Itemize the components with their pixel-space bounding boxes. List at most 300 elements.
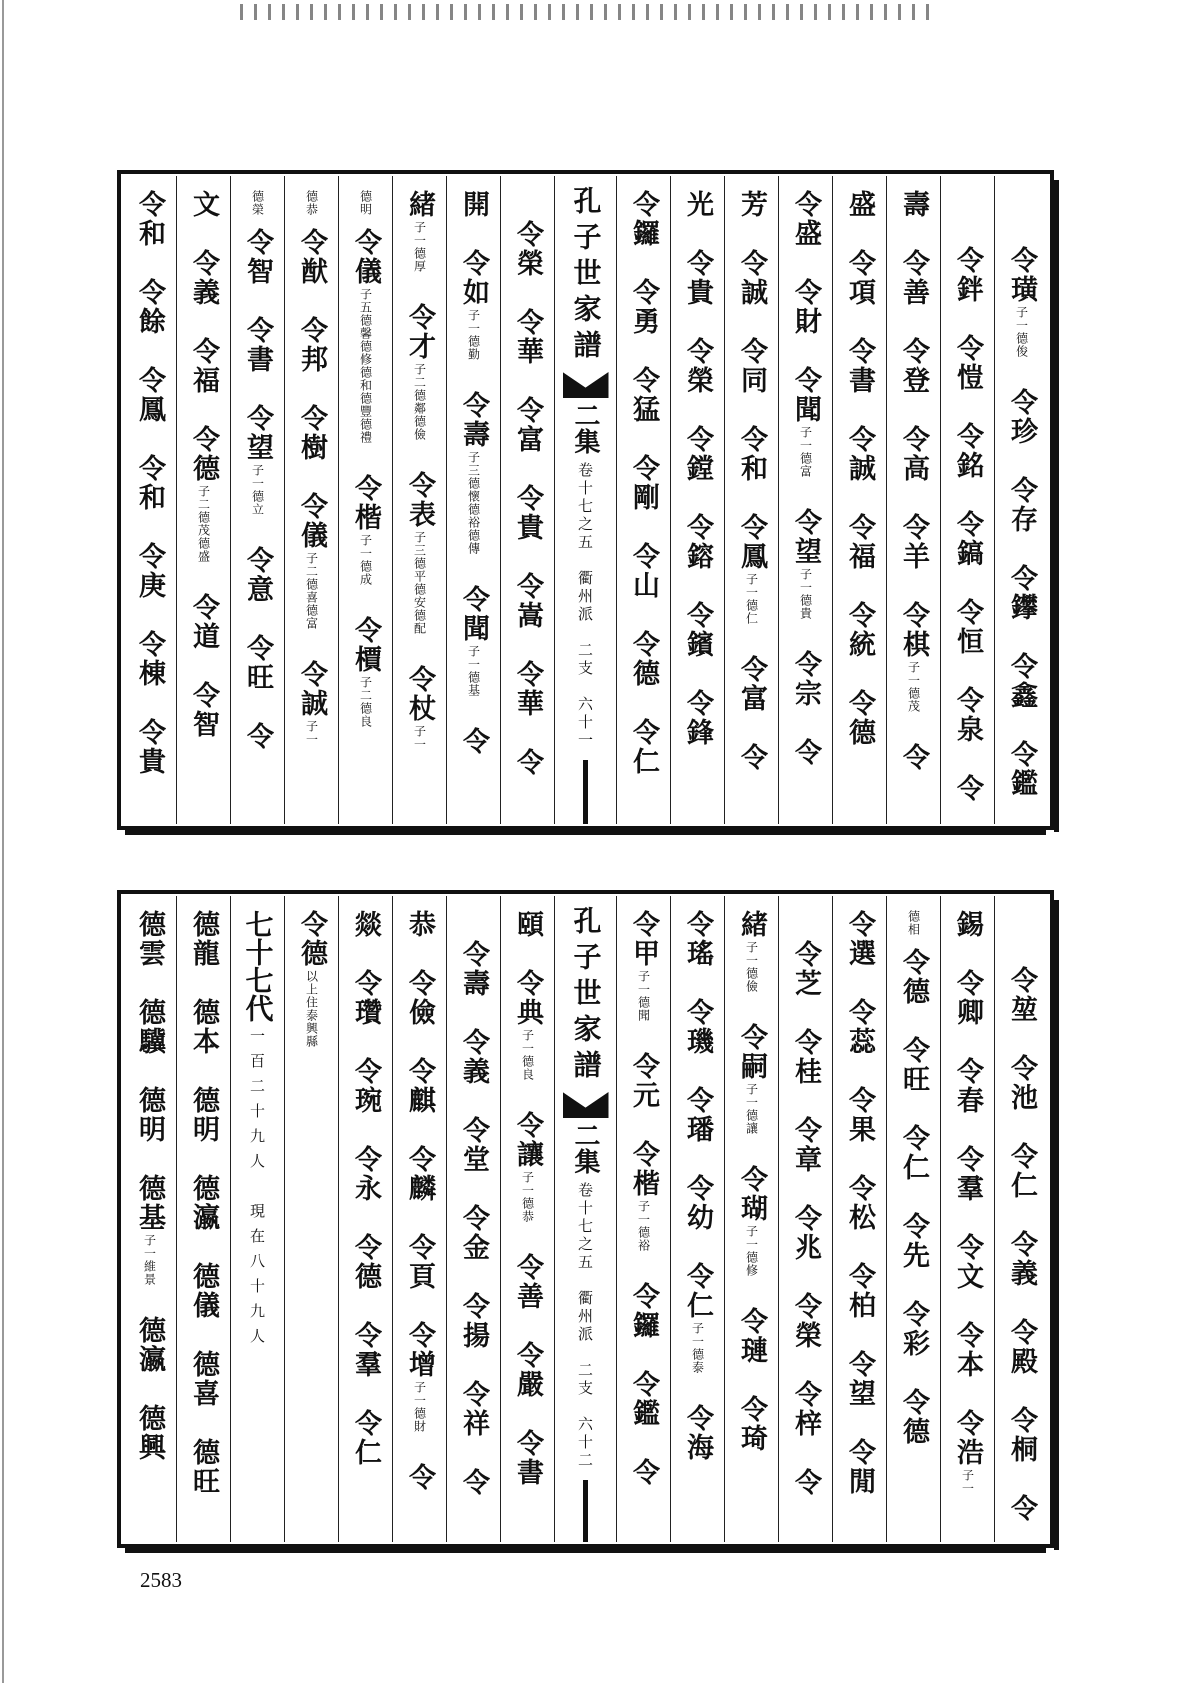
name-entry: [512, 396, 544, 454]
name-entry: [296, 660, 328, 746]
name-entry: [350, 1321, 382, 1379]
name-entry: [458, 727, 490, 756]
person-name: 令珍: [1006, 388, 1037, 446]
person-name: 令鳳: [134, 366, 166, 424]
person-name: 令永: [350, 1145, 382, 1203]
name-entry: [134, 718, 166, 776]
person-name: 令彩: [898, 1300, 929, 1358]
name-entry: [846, 190, 873, 219]
person-name: 令仁: [628, 718, 659, 776]
name-entry: [900, 1124, 927, 1182]
name-entry: [954, 422, 981, 480]
name-entry: [404, 190, 436, 273]
person-name: 令: [952, 774, 983, 803]
person-name: 令鋒: [682, 689, 713, 747]
person-name: 令柏: [844, 1262, 875, 1320]
name-entry: [134, 366, 166, 424]
person-name: 令仁: [898, 1124, 929, 1182]
person-name: 開: [458, 190, 490, 219]
name-entry: [792, 508, 819, 620]
name-entry: [242, 316, 274, 374]
volume-subtitle: 卷十七之五 衢州派 二支 六十二: [576, 1182, 595, 1470]
person-name: 令榮: [512, 220, 544, 278]
person-name: 令邦: [296, 316, 328, 374]
name-entry: [900, 601, 927, 713]
name-entry: [404, 303, 436, 441]
children-note: 子二德良: [358, 676, 373, 728]
name-entry: [792, 1028, 819, 1086]
person-name: 令華: [512, 660, 544, 718]
name-entry: [684, 425, 711, 483]
person-name: 令閒: [844, 1438, 875, 1496]
name-entry: [954, 969, 981, 1027]
name-entry: [738, 249, 765, 307]
person-name: 德瀛: [134, 1316, 166, 1374]
name-entry: [1008, 1054, 1035, 1112]
name-entry: [792, 1204, 819, 1262]
name-entry: [404, 1321, 436, 1433]
person-name: 令麟: [404, 1145, 436, 1203]
person-name: 令鏜: [682, 425, 713, 483]
name-column: [392, 176, 446, 824]
name-entry: [404, 1057, 436, 1115]
name-column: [123, 896, 176, 1542]
person-name: 盛: [844, 190, 875, 219]
name-entry: [188, 249, 220, 307]
person-name: 令殿: [1006, 1318, 1037, 1376]
person-name: 令池: [1006, 1054, 1037, 1112]
name-entry: [296, 228, 328, 286]
person-name: 令誠: [296, 660, 328, 718]
person-name: 令果: [844, 1086, 875, 1144]
name-entry: [296, 404, 328, 462]
person-name: 令德: [898, 948, 929, 1006]
center-bar: [583, 1480, 588, 1542]
person-name: 令貴: [134, 718, 166, 776]
person-name: 令仁: [682, 1262, 713, 1320]
name-entry: [846, 1350, 873, 1408]
name-entry: [404, 471, 436, 635]
person-name: 令望: [242, 404, 274, 462]
name-entry: [188, 1174, 220, 1232]
name-entry: [458, 249, 490, 361]
person-name: 令仁: [350, 1409, 382, 1467]
name-column: [446, 896, 500, 1542]
person-name: 令誠: [736, 249, 767, 307]
name-entry: [458, 1468, 490, 1497]
name-entry: [458, 940, 490, 998]
name-entry: [1008, 1406, 1035, 1464]
children-note: 子一德成: [358, 534, 373, 586]
name-entry: [900, 1388, 927, 1446]
person-name: 德驥: [134, 998, 166, 1056]
name-entry: [900, 1036, 927, 1094]
children-note: 子一德聞: [636, 970, 651, 1022]
children-note: 子三德懷德裕德傳: [466, 451, 481, 555]
name-entry: [188, 1262, 220, 1320]
person-name: 令智: [188, 681, 220, 739]
person-name: 令德: [844, 689, 875, 747]
page-number: 2583: [140, 1568, 182, 1592]
name-entry: [954, 1057, 981, 1115]
person-name: 德明: [134, 1086, 166, 1144]
person-name: 令福: [844, 513, 875, 571]
person-name: 令恒: [952, 598, 983, 656]
name-entry: [134, 278, 166, 336]
name-entry: [684, 337, 711, 395]
genealogy-panel-top: [117, 170, 1054, 830]
name-entry: [954, 598, 981, 656]
name-entry: [900, 743, 927, 772]
person-name: 令德: [898, 1388, 929, 1446]
name-entry: [738, 337, 765, 395]
scan-edge: [2, 0, 4, 1683]
name-column: [778, 896, 832, 1542]
name-entry: [684, 1086, 711, 1144]
person-name: 令如: [458, 249, 490, 307]
name-entry: [954, 1321, 981, 1379]
name-entry: [738, 425, 765, 483]
name-column: [994, 176, 1048, 824]
person-name: 令嵩: [512, 572, 544, 630]
person-name: 令義: [1006, 1230, 1037, 1288]
person-name: 德明: [188, 1086, 220, 1144]
person-name: 令才: [404, 303, 436, 361]
fishtail-mark: [563, 372, 609, 398]
person-name: 緒: [404, 190, 436, 219]
name-entry: [630, 718, 657, 776]
volume-label: 二集: [570, 1122, 601, 1174]
children-note: 子一德厚: [412, 221, 427, 273]
fishtail-mark: [563, 1092, 609, 1118]
name-entry: [630, 366, 657, 424]
name-entry: [684, 1262, 711, 1374]
person-name: 令和: [134, 454, 166, 512]
person-name: 令春: [952, 1057, 983, 1115]
name-entry: [458, 391, 490, 555]
children-note: 子一德恭: [520, 1171, 535, 1223]
name-entry: [846, 513, 873, 571]
person-name: 令鑌: [682, 601, 713, 659]
person-name: 令文: [952, 1233, 983, 1291]
name-entry: [1008, 1230, 1035, 1288]
person-name: 令德: [350, 1233, 382, 1291]
name-entry: [630, 910, 657, 1022]
person-name: 德興: [134, 1404, 166, 1462]
person-name: 令杖: [404, 665, 436, 723]
person-name: 令貴: [682, 249, 713, 307]
name-entry: [134, 630, 166, 688]
name-entry: [954, 1233, 981, 1291]
person-name: 令儀: [296, 492, 328, 550]
name-entry: [900, 513, 927, 571]
name-entry: [1008, 740, 1035, 798]
name-entry: [350, 228, 382, 444]
children-note: 子一德裕: [636, 1200, 651, 1252]
person-name: 令堂: [458, 1116, 490, 1174]
person-name: 令猷: [296, 228, 328, 286]
name-column: [724, 176, 778, 824]
person-name: 令仁: [1006, 1142, 1037, 1200]
person-name: 令頁: [404, 1233, 436, 1291]
children-note: 子一德俊: [1014, 306, 1029, 358]
person-name: 令儀: [350, 228, 382, 286]
person-name: 令富: [736, 655, 767, 713]
parent-note: 德榮: [250, 190, 265, 216]
name-entry: [684, 1404, 711, 1462]
name-entry: [846, 425, 873, 483]
generation-label: 七十七代: [241, 910, 275, 1022]
person-name: 令鑑: [628, 1370, 659, 1428]
person-name: 令: [790, 1468, 821, 1497]
person-name: 令義: [458, 1028, 490, 1086]
person-name: 令鉡: [952, 246, 983, 304]
parent-note: 德恭: [304, 190, 319, 216]
name-column: [994, 896, 1048, 1542]
children-note: 子五德馨德修德和德豐德禮: [358, 288, 373, 444]
name-entry: [630, 278, 657, 336]
children-note: 子一德讓: [744, 1083, 759, 1135]
person-name: 令高: [898, 425, 929, 483]
name-entry: [350, 474, 382, 586]
name-column: [123, 176, 176, 824]
book-title: 孔子世家譜: [569, 906, 603, 1086]
person-name: 令榮: [682, 337, 713, 395]
children-note: 子一德儉: [744, 941, 759, 993]
name-entry: [512, 308, 544, 366]
person-name: 令書: [512, 1429, 544, 1487]
children-note: 子一德修: [744, 1225, 759, 1277]
person-name: 令榮: [790, 1292, 821, 1350]
name-column: [832, 896, 886, 1542]
person-name: 令: [1006, 1494, 1037, 1523]
parent-note: 德明: [358, 190, 373, 216]
name-entry: [900, 948, 927, 1006]
person-name: 令瑚: [736, 1165, 767, 1223]
name-column: [616, 176, 670, 824]
name-column: [500, 176, 554, 824]
name-entry: [350, 910, 382, 939]
columns-top: [123, 176, 1048, 824]
children-note: 子一德茂: [906, 661, 921, 713]
person-name: 令松: [844, 1174, 875, 1232]
name-entry: [846, 601, 873, 659]
name-entry: [792, 366, 819, 478]
person-name: 令盛: [790, 190, 821, 248]
name-entry: [188, 425, 220, 563]
name-entry: [350, 1233, 382, 1291]
person-name: 令梓: [790, 1380, 821, 1438]
person-name: 令瑤: [682, 910, 713, 968]
name-entry: [846, 998, 873, 1056]
name-entry: [1008, 564, 1035, 622]
person-name: 令先: [898, 1212, 929, 1270]
name-column: [778, 176, 832, 824]
name-entry: [738, 910, 765, 993]
person-name: 緒: [736, 910, 767, 939]
name-entry: [738, 655, 765, 713]
name-column: [338, 176, 392, 824]
center-title-column: [554, 896, 616, 1542]
name-entry: [738, 1023, 765, 1135]
person-name: 令楷: [628, 1140, 659, 1198]
name-entry: [242, 634, 274, 692]
children-note: 子一德仁: [744, 573, 759, 625]
name-entry: [1008, 388, 1035, 446]
person-name: 令堃: [1006, 966, 1037, 1024]
name-entry: [458, 1380, 490, 1438]
person-name: 令: [458, 727, 490, 756]
name-entry: [792, 650, 819, 708]
name-entry: [242, 228, 274, 286]
name-entry: [738, 1307, 765, 1365]
name-entry: [404, 665, 436, 751]
children-note: 子一: [304, 720, 319, 746]
name-entry: [792, 190, 819, 248]
name-entry: [134, 1316, 166, 1374]
name-entry: [188, 1086, 220, 1144]
name-entry: [404, 1233, 436, 1291]
name-entry: [954, 910, 981, 939]
person-name: 令誠: [844, 425, 875, 483]
name-entry: [684, 190, 711, 219]
person-name: 令: [898, 743, 929, 772]
person-name: 令: [736, 743, 767, 772]
name-entry: [684, 689, 711, 747]
person-name: 芳: [736, 190, 767, 219]
person-name: 恭: [404, 910, 436, 939]
person-name: 令鎔: [682, 513, 713, 571]
name-entry: [350, 1409, 382, 1467]
name-entry: [512, 220, 544, 278]
name-entry: [1008, 476, 1035, 534]
name-entry: [512, 1111, 544, 1223]
children-note: 子一維景: [142, 1234, 157, 1286]
name-entry: [458, 1116, 490, 1174]
name-entry: [134, 1174, 166, 1286]
person-name: 令德: [296, 910, 328, 968]
name-entry: [512, 748, 544, 777]
name-entry: [792, 1468, 819, 1497]
person-name: 令鳳: [736, 513, 767, 571]
person-name: 令壽: [458, 391, 490, 449]
person-name: 令: [628, 1458, 659, 1487]
name-entry: [630, 1458, 657, 1487]
person-name: 令鎬: [952, 510, 983, 568]
volume-label: 二集: [570, 402, 601, 454]
children-note: 子一德財: [412, 1381, 427, 1433]
name-entry: [630, 454, 657, 512]
center-bar: [583, 760, 588, 824]
person-name: 令德: [628, 630, 659, 688]
person-name: 令棟: [134, 630, 166, 688]
person-name: 令德: [188, 425, 220, 483]
name-column: [284, 896, 338, 1542]
name-entry: [684, 998, 711, 1056]
person-name: 令: [242, 722, 274, 751]
name-entry: [1008, 966, 1035, 1024]
person-name: 令華: [512, 308, 544, 366]
person-name: 令山: [628, 542, 659, 600]
person-name: 令同: [736, 337, 767, 395]
name-entry: [1008, 1318, 1035, 1376]
person-name: 德旺: [188, 1438, 220, 1496]
person-name: 壽: [898, 190, 929, 219]
name-entry: [134, 998, 166, 1056]
children-note: 子一德貴: [798, 568, 813, 620]
name-entry: [134, 1404, 166, 1462]
name-column: [886, 896, 940, 1542]
name-entry: [792, 278, 819, 336]
person-name: 令甲: [628, 910, 659, 968]
person-name: 德基: [134, 1174, 166, 1232]
name-entry: [188, 190, 220, 219]
person-name: 令旺: [898, 1036, 929, 1094]
children-note: 子三德平德安德配: [412, 531, 427, 635]
name-entry: [846, 910, 873, 968]
name-entry: [900, 425, 927, 483]
name-entry: [188, 1438, 220, 1496]
person-name: 令智: [242, 228, 274, 286]
children-note: 子一德立: [250, 464, 265, 516]
person-name: 令羊: [898, 513, 929, 571]
parent-note: 德相: [906, 910, 921, 936]
person-name: 令浩: [952, 1409, 983, 1467]
person-name: 令福: [188, 337, 220, 395]
name-entry: [684, 513, 711, 571]
person-name: 令樹: [296, 404, 328, 462]
name-entry: [738, 743, 765, 772]
name-entry: [792, 738, 819, 767]
person-name: 令桐: [1006, 1406, 1037, 1464]
person-name: 令桂: [790, 1028, 821, 1086]
person-name: 令書: [242, 316, 274, 374]
name-entry: [1008, 1494, 1035, 1523]
person-name: 令餘: [134, 278, 166, 336]
person-name: 德本: [188, 998, 220, 1056]
name-entry: [188, 1350, 220, 1408]
center-title-column: [554, 176, 616, 824]
volume-subtitle: 卷十七之五 衢州派 二支 六十一: [576, 462, 595, 750]
name-entry: [458, 1204, 490, 1262]
person-name: 令登: [898, 337, 929, 395]
name-entry: [512, 660, 544, 718]
person-name: 令泉: [952, 686, 983, 744]
name-entry: [738, 1165, 765, 1277]
generation-summary-column: [230, 896, 284, 1542]
name-entry: [900, 1212, 927, 1270]
name-entry: [404, 1463, 436, 1492]
name-entry: [792, 1116, 819, 1174]
person-name: 令旺: [242, 634, 274, 692]
name-entry: [846, 1174, 873, 1232]
name-entry: [350, 1057, 382, 1115]
children-note: 以上住泰興縣: [304, 970, 319, 1048]
name-entry: [954, 1145, 981, 1203]
name-entry: [900, 190, 927, 219]
person-name: 令: [458, 1468, 490, 1497]
person-name: 令愷: [952, 334, 983, 392]
name-entry: [630, 630, 657, 688]
person-name: 令鑻: [1006, 564, 1037, 622]
book-title: 孔子世家譜: [569, 186, 603, 366]
name-entry: [900, 337, 927, 395]
name-entry: [846, 1086, 873, 1144]
children-note: 子一德基: [466, 645, 481, 697]
name-column: [338, 896, 392, 1542]
person-name: 令宗: [790, 650, 821, 708]
children-note: 子一德泰: [690, 1322, 705, 1374]
